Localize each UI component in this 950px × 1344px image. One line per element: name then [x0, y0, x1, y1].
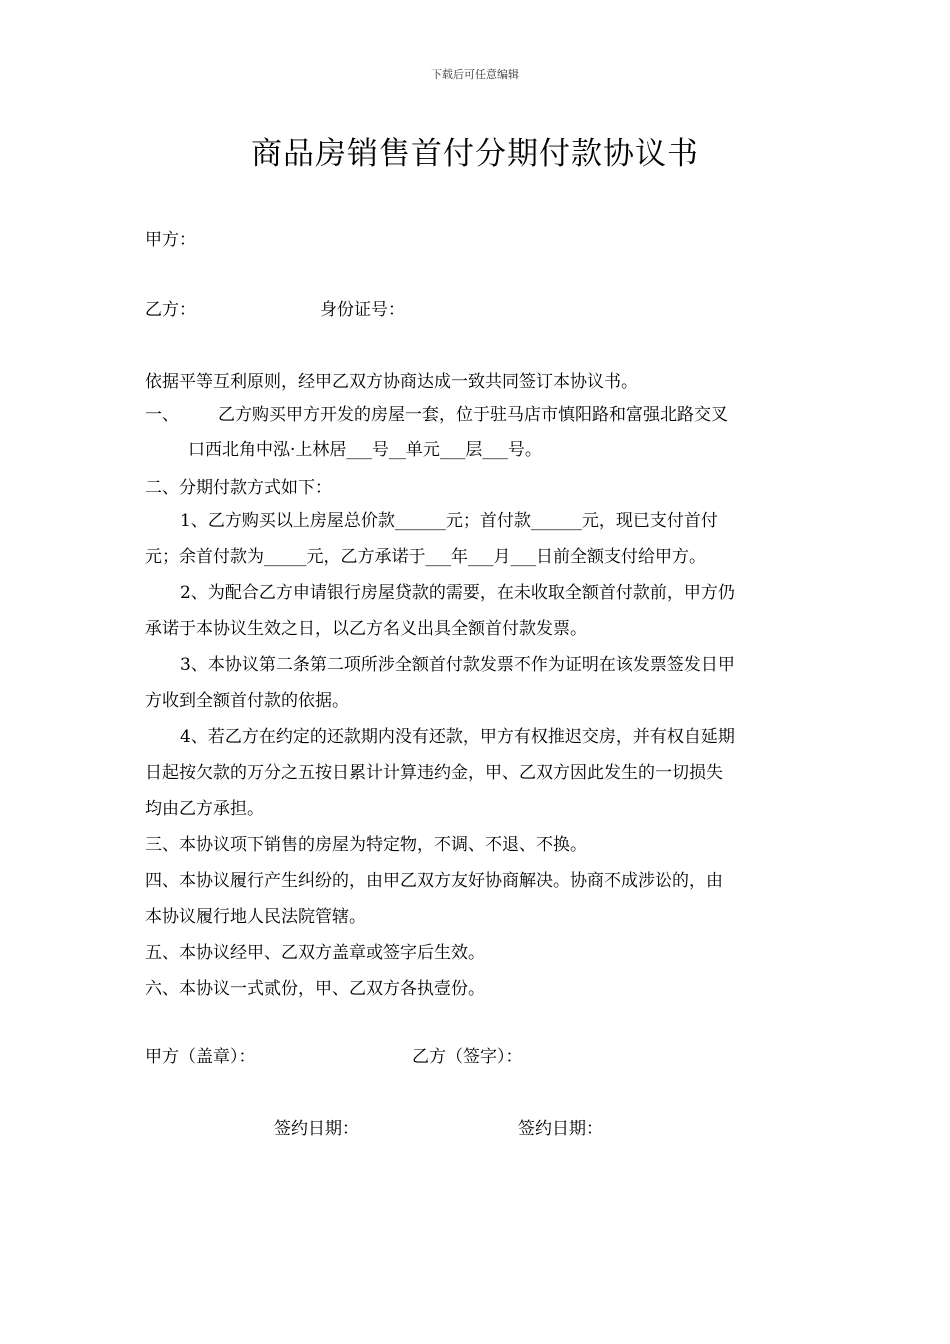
page-header-note: 下载后可任意编辑 [431, 68, 519, 81]
clause2-item2-line1: 2、为配合乙方申请银行房屋贷款的需要，在未收取全额首付款前，甲方仍 [180, 583, 735, 603]
party-a-label: 甲方： [145, 230, 196, 250]
clause5-line: 五、本协议经甲、乙双方盖章或签字后生效。 [145, 943, 485, 963]
party-b-label: 乙方： [145, 300, 196, 320]
id-number-label: 身份证号： [320, 300, 405, 320]
clause1-number: 一、 [145, 405, 179, 425]
clause2-item3-line2: 方收到全额首付款的依据。 [145, 691, 349, 711]
clause6-line: 六、本协议一式贰份，甲、乙双方各执壹份。 [145, 979, 485, 999]
party-a-seal-label: 甲方（盖章）： [145, 1047, 256, 1067]
clause2-item2-line2: 承诺于本协议生效之日，以乙方名义出具全额首付款发票。 [145, 619, 587, 639]
clause3-line: 三、本协议项下销售的房屋为特定物，不调、不退、不换。 [145, 835, 587, 855]
party-b-sign-label: 乙方（签字）： [412, 1047, 523, 1067]
clause1-line1: 乙方购买甲方开发的房屋一套，位于驻马店市慎阳路和富强北路交叉 [218, 405, 728, 425]
intro-paragraph: 依据平等互利原则，经甲乙双方协商达成一致共同签订本协议书。 [145, 372, 638, 392]
clause4-line2: 本协议履行地人民法院管辖。 [145, 907, 366, 927]
clause1-line2: 口西北角中泓·上林居___号__单元___层___号。 [188, 440, 542, 460]
clause2-item3-line1: 3、本协议第二条第二项所涉全额首付款发票不作为证明在该发票签发日甲 [180, 655, 735, 675]
clause2-item4-line3: 均由乙方承担。 [145, 799, 264, 819]
clause2-heading: 二、分期付款方式如下： [145, 478, 332, 498]
document-title: 商品房销售首付分期付款协议书 [251, 136, 699, 172]
clause2-item1-line1: 1、乙方购买以上房屋总价款______元；首付款______元，现已支付首付 [180, 511, 718, 531]
sign-date-a-label: 签约日期： [274, 1119, 359, 1139]
clause2-item1-line2: 元；余首付款为_____元，乙方承诺于___年___月___日前全额支付给甲方。 [145, 547, 706, 567]
clause2-item4-line1: 4、若乙方在约定的还款期内没有还款，甲方有权推迟交房，并有权自延期 [180, 727, 735, 747]
sign-date-b-label: 签约日期： [518, 1119, 603, 1139]
clause4-line1: 四、本协议履行产生纠纷的，由甲乙双方友好协商解决。协商不成涉讼的，由 [145, 871, 723, 891]
clause2-item4-line2: 日起按欠款的万分之五按日累计计算违约金，甲、乙双方因此发生的一切损失 [145, 763, 723, 783]
